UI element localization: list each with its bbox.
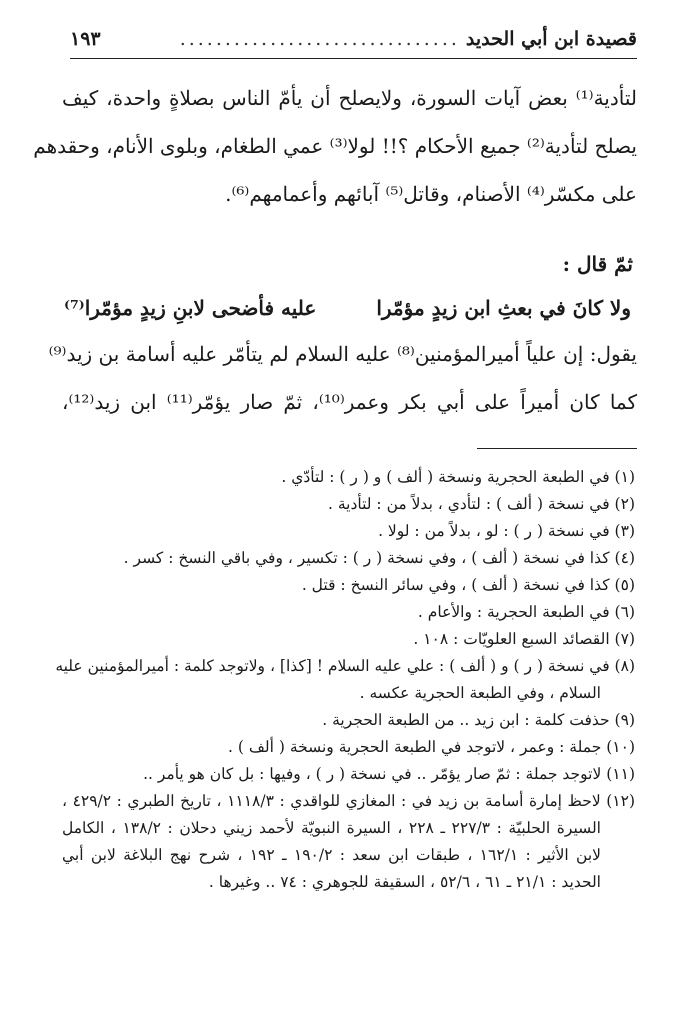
main-text	[33, 82, 638, 434]
footnote: (٨) في نسخة ( ر ) و ( ألف ) : علي عليه السلام ! [كذا] ، ولاتوجد كلمة : أميرالمؤمنين عليه	[55, 657, 635, 675]
paragraph-line: على مكسّر⁽⁴⁾ الأصنام، وقاتل⁽⁵⁾ آبائهم وأعمامهم⁽⁶⁾.	[225, 182, 637, 206]
paragraph-spacer	[62, 226, 637, 248]
poem-verse	[62, 292, 637, 338]
footnote: (١٠) جملة : وعمر ، لاتوجد في الطبعة الحجرية ونسخة ( ألف ) .	[228, 738, 635, 756]
footnote: (٧) القصائد السبع العلويّات : ١٠٨ .	[413, 630, 635, 648]
verse-first-hemistich: ولا كانَ في بعثِ ابن زيدٍ مؤمّرا	[376, 296, 631, 320]
footnote: (٦) في الطبعة الحجرية : والأعام .	[417, 603, 635, 621]
paragraph-line: كما كان أميراً على أبي بكر وعمر⁽¹⁰⁾، ثمّ صار يؤمّر⁽¹¹⁾ ابن زيد⁽¹²⁾،	[62, 390, 638, 414]
footnote-continuation: الحديد : ٢١/١ ـ ٦١ ، ٥٢/٦ ، السقيفة للجوهري : ٧٤ .. وغيرها .	[208, 873, 601, 891]
footnote: (١١) لاتوجد جملة : ثمّ صار يؤمّر .. في نسخة ( ر ) ، وفيها : بل كان هو يأمر ..	[143, 765, 635, 783]
footnote: (٥) كذا في نسخة ( ألف ) ، وفي سائر النسخ : قتل .	[301, 576, 635, 594]
paragraph-line: يصلح لتأدية⁽²⁾ جميع الأحكام ؟!! لولا⁽³⁾ عمي الطغام، وبلوى الأنام، وحقدهم	[33, 134, 637, 158]
paragraph-line: يقول: إن علياً أميرالمؤمنين⁽⁸⁾ عليه السلام لم يتأمّر عليه أسامة بن زيد⁽⁹⁾	[48, 342, 637, 366]
footnote-continuation: لابن الأثير : ١٦٢/١ ، طبقات ابن سعد : ١٩٠/٢ ـ ١٩٢ ، شرح نهج البلاغة لابن أبي	[62, 846, 601, 864]
footnote-separator	[477, 448, 637, 449]
page-number: ١٩٣	[70, 28, 101, 50]
running-header	[70, 28, 637, 59]
leader-dots: ...............................	[179, 28, 460, 50]
footnote-continuation: السلام ، وفي الطبعة الحجرية عكسه .	[359, 684, 601, 702]
verse-second-hemistich: عليه فأضحى لابنِ زيدٍ مؤمّرا⁽⁷⁾	[64, 296, 317, 320]
footnote-continuation: السيرة الحلبيّة : ٢٢٧/٣ ـ ٢٢٨ ، السيرة النبويّة لأحمد زيني دحلان : ١٣٨/٢ ، الكامل	[62, 819, 601, 837]
footnote: (١٢) لاحظ إمارة أسامة بن زيد في : المغازي للواقدي : ١١١٨/٣ ، تاريخ الطبري : ٤٢٩/٢ ،	[62, 792, 635, 810]
footnote: (٤) كذا في نسخة ( ألف ) ، وفي نسخة ( ر ) : تكسير ، وفي باقي النسخ : كسر .	[123, 549, 635, 567]
footnote: (٣) في نسخة ( ر ) : لو ، بدلاً من : لولا .	[378, 522, 635, 540]
footnote: (١) في الطبعة الحجرية ونسخة ( ألف ) و ( ر ) : لتأدّي .	[281, 468, 635, 486]
footnote: (٩) حذفت كلمة : ابن زيد .. من الطبعة الحجرية .	[322, 711, 635, 729]
paragraph-line: لتأدية⁽¹⁾ بعض آيات السورة، ولايصلح أن يأمّ الناس بصلاةٍ واحدة، كيف	[62, 86, 637, 110]
running-title: قصيدة ابن أبي الحديد	[465, 28, 637, 50]
footnotes	[55, 464, 635, 896]
footnote: (٢) في نسخة ( ألف ) : لتأدي ، بدلاً من : لتأدية .	[327, 495, 635, 513]
section-heading: ثمّ قال :	[562, 252, 633, 276]
